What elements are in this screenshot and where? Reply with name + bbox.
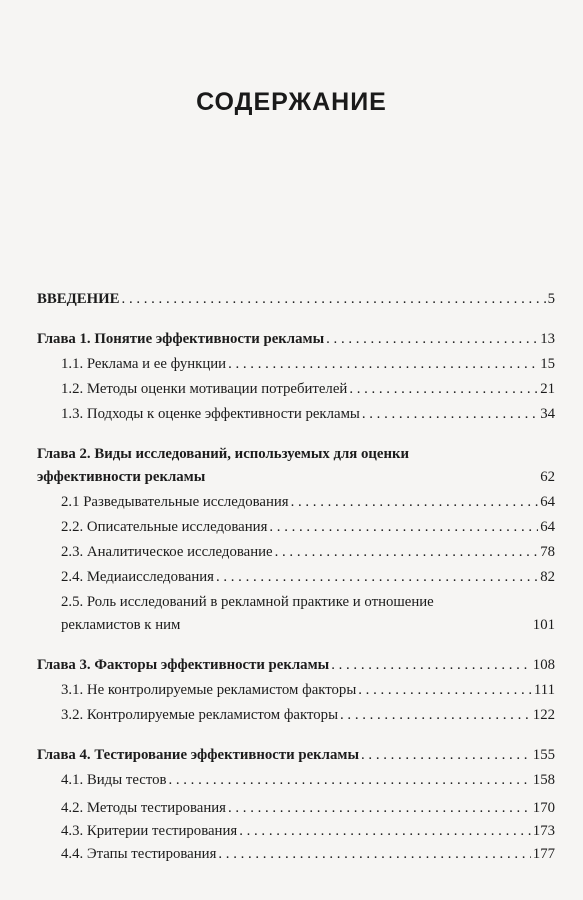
toc-page-number: 82 xyxy=(540,569,555,585)
toc-label: Глава 3. Факторы эффективности рекламы xyxy=(37,657,330,673)
toc-entry-2-4 xyxy=(37,568,555,587)
toc-entry-chapter-1 xyxy=(37,330,555,349)
toc-label: 1.3. Подходы к оценке эффективности рекламы xyxy=(61,406,360,422)
toc-label: 4.1. Виды тестов xyxy=(61,772,167,788)
toc-entry-intro xyxy=(37,290,555,309)
toc-label: 4.4. Этапы тестирования xyxy=(61,846,217,862)
toc-leader-dots xyxy=(269,518,538,537)
toc-label: 2.2. Описательные исследования xyxy=(61,519,268,535)
toc-page-number: 101 xyxy=(532,617,555,633)
toc-page-number: 108 xyxy=(532,657,555,673)
toc-entry-chapter-4 xyxy=(37,746,555,765)
toc-entry-4-2 xyxy=(37,799,555,818)
toc-page-number: 173 xyxy=(532,823,555,839)
toc-label: 4.2. Методы тестирования xyxy=(61,800,226,816)
toc-leader-dots xyxy=(361,746,531,765)
toc-label: 2.1 Разведывательные исследования xyxy=(61,494,289,510)
toc-label: Глава 1. Понятие эффективности рекламы xyxy=(37,331,325,347)
toc-page-number: 177 xyxy=(532,846,555,862)
toc-leader-dots xyxy=(362,405,538,424)
toc-page-number: 62 xyxy=(540,469,555,485)
toc-entry-1-2 xyxy=(37,380,555,399)
toc-entry-2-2 xyxy=(37,518,555,537)
toc-page-number: 170 xyxy=(532,800,555,816)
toc-label: 3.1. Не контролируемые рекламистом факторы xyxy=(61,682,357,698)
toc-entry-4-3 xyxy=(37,822,555,841)
toc-entry-4-4 xyxy=(37,845,555,864)
toc-page-number: 34 xyxy=(540,406,555,422)
toc-page-number: 78 xyxy=(540,544,555,560)
toc-leader-dots xyxy=(358,681,532,700)
toc-page-number: 158 xyxy=(532,772,555,788)
toc-leader-dots xyxy=(340,706,531,725)
toc-label: 2.3. Аналитическое исследование xyxy=(61,544,273,560)
toc-label-line-2: эффективности рекламы xyxy=(37,469,206,485)
toc-page-number: 64 xyxy=(540,494,555,510)
toc-entry-3-2 xyxy=(37,706,555,725)
toc-entry-3-1 xyxy=(37,681,555,700)
toc-entry-1-3 xyxy=(37,405,555,424)
toc-entry-4-1 xyxy=(37,771,555,790)
page-title: СОДЕРЖАНИЕ xyxy=(196,88,387,116)
toc-entry-chapter-2 xyxy=(37,445,555,487)
toc-label-line-1: Глава 2. Виды исследований, используемых для оценки xyxy=(37,446,410,462)
toc-entry-2-1 xyxy=(37,493,555,512)
toc-label: Глава 4. Тестирование эффективности рекламы xyxy=(37,747,360,763)
toc-entry-chapter-3 xyxy=(37,656,555,675)
toc-page-number: 13 xyxy=(540,331,555,347)
toc-page-number: 122 xyxy=(532,707,555,723)
toc-label: 4.3. Критерии тестирования xyxy=(61,823,238,839)
toc-page-number: 155 xyxy=(532,747,555,763)
toc-leader-dots xyxy=(326,330,538,349)
toc-label: 1.1. Реклама и ее функции xyxy=(61,356,227,372)
toc-leader-dots xyxy=(168,771,530,790)
toc-page-number: 21 xyxy=(540,381,555,397)
toc-leader-dots xyxy=(239,822,531,841)
toc-label: 3.2. Контролируемые рекламистом факторы xyxy=(61,707,339,723)
toc-leader-dots xyxy=(228,799,531,818)
table-of-contents xyxy=(37,290,555,864)
toc-label: 1.2. Методы оценки мотивации потребителей xyxy=(61,381,348,397)
toc-page-number: 5 xyxy=(547,291,555,307)
toc-page-number: 15 xyxy=(540,356,555,372)
toc-leader-dots xyxy=(218,845,530,864)
toc-leader-dots xyxy=(331,656,531,675)
toc-label-line-2: рекламистов к ним xyxy=(61,617,181,633)
toc-label-line-1: 2.5. Роль исследований в рекламной практике и отношение xyxy=(61,594,434,610)
toc-page-number: 64 xyxy=(540,519,555,535)
toc-leader-dots xyxy=(349,380,538,399)
toc-entry-1-1 xyxy=(37,355,555,374)
toc-entry-2-5 xyxy=(37,593,555,635)
toc-leader-dots xyxy=(275,543,539,562)
toc-leader-dots xyxy=(122,290,546,309)
toc-label: 2.4. Медиаисследования xyxy=(61,569,214,585)
toc-leader-dots xyxy=(216,568,538,587)
toc-label: ВВЕДЕНИЕ xyxy=(37,291,120,307)
toc-leader-dots xyxy=(228,355,538,374)
toc-entry-2-3 xyxy=(37,543,555,562)
toc-leader-dots xyxy=(291,493,539,512)
toc-page-number: 111 xyxy=(533,682,555,698)
